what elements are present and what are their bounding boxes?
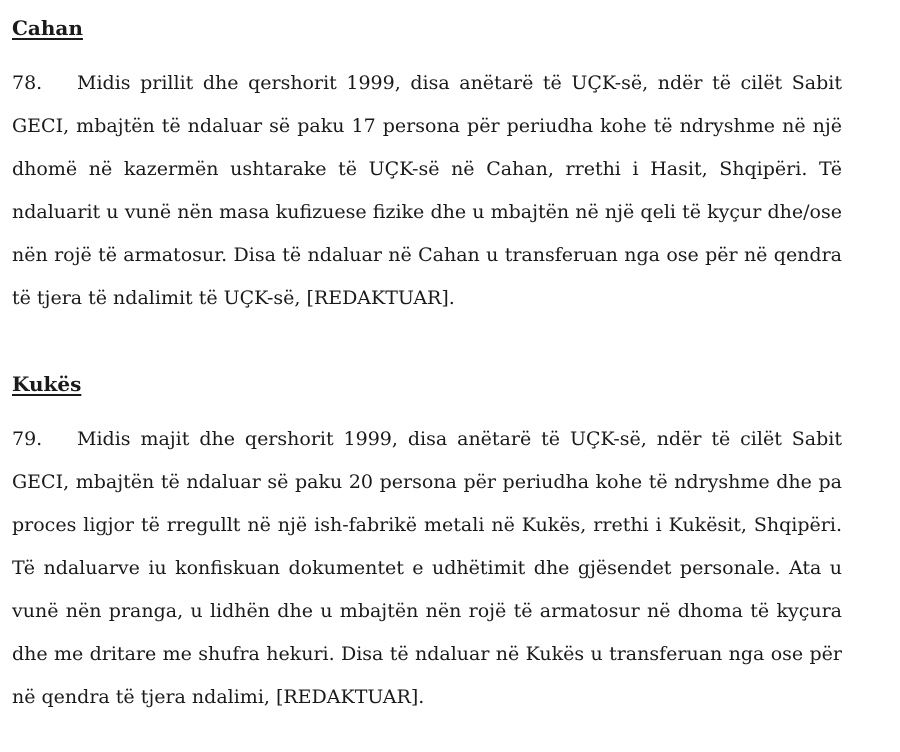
paragraph-text: Midis majit dhe qershorit 1999, disa anëtarë të UÇK-së, ndër të cilët Sabit GECI, mbajtën të ndaluar së paku 20 persona për periudha kohe të ndryshme dhe pa proces ligjor të rregullt në një ish-fabrikë metali në Kukës, rrethi i Kukësit, Shqipëri. Të ndaluarve iu konfiskuan dokumentet e udhëtimit dhe gjësendet personale. Ata u vunë nën pranga, u lidhën dhe u mbajtën nën rojë të armatosur në dhoma të kyçura dhe me dritare me shufra hekuri. Disa të ndaluar në Kukës u transferuan nga ose për në qendra të tjera ndalimi, [REDAKTUAR].	[12, 428, 842, 708]
paragraph-79	[12, 418, 842, 719]
paragraph-number: 79.	[12, 428, 43, 450]
paragraph-78	[12, 62, 842, 320]
section-heading-cahan: Cahan	[12, 16, 83, 40]
section-heading-kukes: Kukës	[12, 372, 82, 396]
paragraph-number: 78.	[12, 72, 43, 94]
paragraph-text: Midis prillit dhe qershorit 1999, disa anëtarë të UÇK-së, ndër të cilët Sabit GECI, mbajtën të ndaluar së paku 17 persona për periudha kohe të ndryshme në një dhomë në kazermën ushtarake të UÇK-së në Cahan, rrethi i Hasit, Shqipëri. Të ndaluarit u vunë nën masa kufizuese fizike dhe u mbajtën në një qeli të kyçur dhe/ose nën rojë të armatosur. Disa të ndaluar në Cahan u transferuan nga ose për në qendra të tjera të ndalimit të UÇK-së, [REDAKTUAR].	[12, 72, 842, 309]
